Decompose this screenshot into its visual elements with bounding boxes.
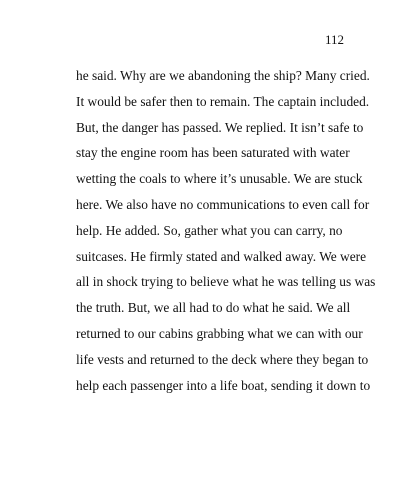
text-line: wetting the coals to where it’s unusable. We are stuck <box>76 171 363 187</box>
text-line: help. He added. So, gather what you can carry, no <box>76 222 343 238</box>
text-line: he said. Why are we abandoning the ship? Many cried. <box>76 68 370 83</box>
text-line: help each passenger into a life boat, sending it down to <box>76 377 371 393</box>
text-line: returned to our cabins grabbing what we can with our <box>76 325 363 341</box>
text-line: all in shock trying to believe what he was telling us was <box>76 274 376 290</box>
text-line: suitcases. He firmly stated and walked away. We were <box>76 248 367 264</box>
page-number: 112 <box>324 32 344 47</box>
text-line: It would be safer then to remain. The captain included. <box>76 93 370 109</box>
text-line: the truth. But, we all had to do what he said. We all <box>76 300 351 316</box>
text-line: stay the engine room has been saturated with water <box>76 145 350 161</box>
text-line: here. We also have no communications to even call for <box>76 196 370 212</box>
text-line: life vests and returned to the deck where they began to <box>76 351 369 367</box>
text-line: But, the danger has passed. We replied. It isn’t safe to <box>76 119 364 135</box>
body-text <box>76 63 376 398</box>
